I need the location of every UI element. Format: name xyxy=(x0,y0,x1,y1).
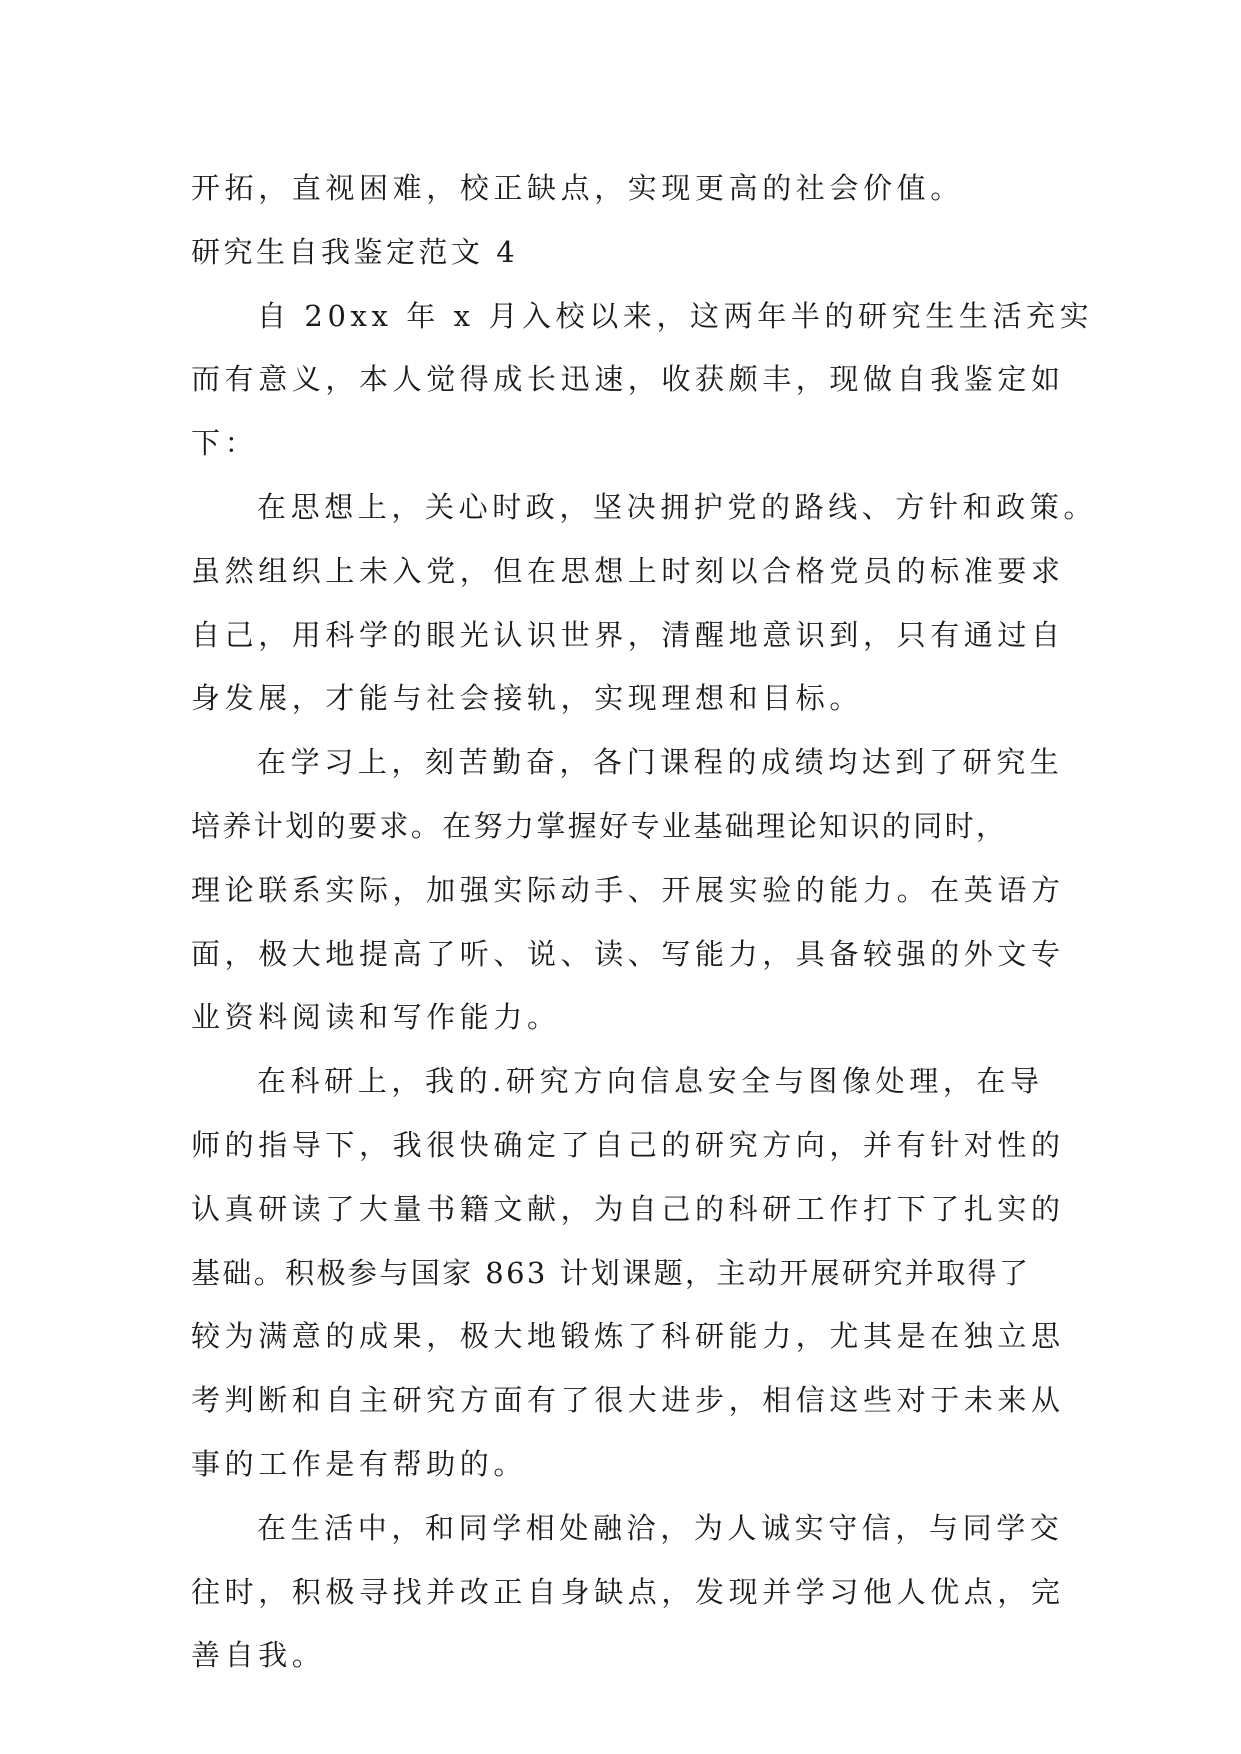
text-line: 在科研上，我的.研究方向信息安全与图像处理，在导 xyxy=(257,1064,1044,1099)
text-line: 在思想上，关心时政，坚决拥护党的路线、方针和政策。 xyxy=(257,489,1098,524)
text-line: 往时，积极寻找并改正自身缺点，发现并学习他人优点，完 xyxy=(191,1574,1065,1609)
text-line: 事的工作是有帮助的。 xyxy=(191,1446,528,1481)
text-line: 虽然组织上未入党，但在思想上时刻以合格党员的标准要求 xyxy=(191,553,1065,588)
section-heading: 研究生自我鉴定范文 4 xyxy=(191,234,519,269)
text-line: 较为满意的成果，极大地锻炼了科研能力，尤其是在独立思 xyxy=(191,1319,1065,1354)
text-line: 自 20xx 年 x 月入校以来，这两年半的研究生生活充实 xyxy=(257,298,1094,333)
text-line: 认真研读了大量书籍文献，为自己的科研工作打下了扎实的 xyxy=(191,1191,1065,1226)
text-line: 身发展，才能与社会接轨，实现理想和目标。 xyxy=(191,681,864,716)
text-line: 考判断和自主研究方面有了很大进步，相信这些对于未来从 xyxy=(191,1383,1065,1418)
text-line: 善自我。 xyxy=(191,1638,326,1673)
text-line: 业资料阅读和写作能力。 xyxy=(191,1000,561,1035)
paragraph xyxy=(191,285,1094,476)
paragraph xyxy=(191,1050,1065,1497)
text-line: 基础。积极参与国家 863 计划课题，主动开展研究并取得了 xyxy=(191,1255,1031,1290)
text-line: 理论联系实际，加强实际动手、开展实验的能力。在英语方 xyxy=(191,872,1065,907)
document-page xyxy=(191,157,1098,1688)
paragraph xyxy=(191,1497,1065,1688)
text-line: 在生活中，和同学相处融洽，为人诚实守信，与同学交 xyxy=(257,1510,1064,1545)
text-line: 自己，用科学的眼光认识世界，清醒地意识到，只有通过自 xyxy=(191,617,1065,652)
text-line: 师的指导下，我很快确定了自己的研究方向，并有针对性的 xyxy=(191,1127,1065,1162)
paragraph xyxy=(191,476,1098,731)
text-line: 培养计划的要求。在努力掌握好专业基础理论知识的同时， xyxy=(191,808,1008,843)
text-line: 在学习上，刻苦勤奋，各门课程的成绩均达到了研究生 xyxy=(257,745,1064,780)
paragraph xyxy=(191,731,1065,1050)
text-line: 开拓，直视困难，校正缺点，实现更高的社会价值。 xyxy=(191,171,964,205)
text-line: 而有意义，本人觉得成长迅速，收获颇丰，现做自我鉴定如 xyxy=(191,362,1065,397)
text-line: 面，极大地提高了听、说、读、写能力，具备较强的外文专 xyxy=(191,936,1065,971)
text-line: 下： xyxy=(191,426,259,461)
